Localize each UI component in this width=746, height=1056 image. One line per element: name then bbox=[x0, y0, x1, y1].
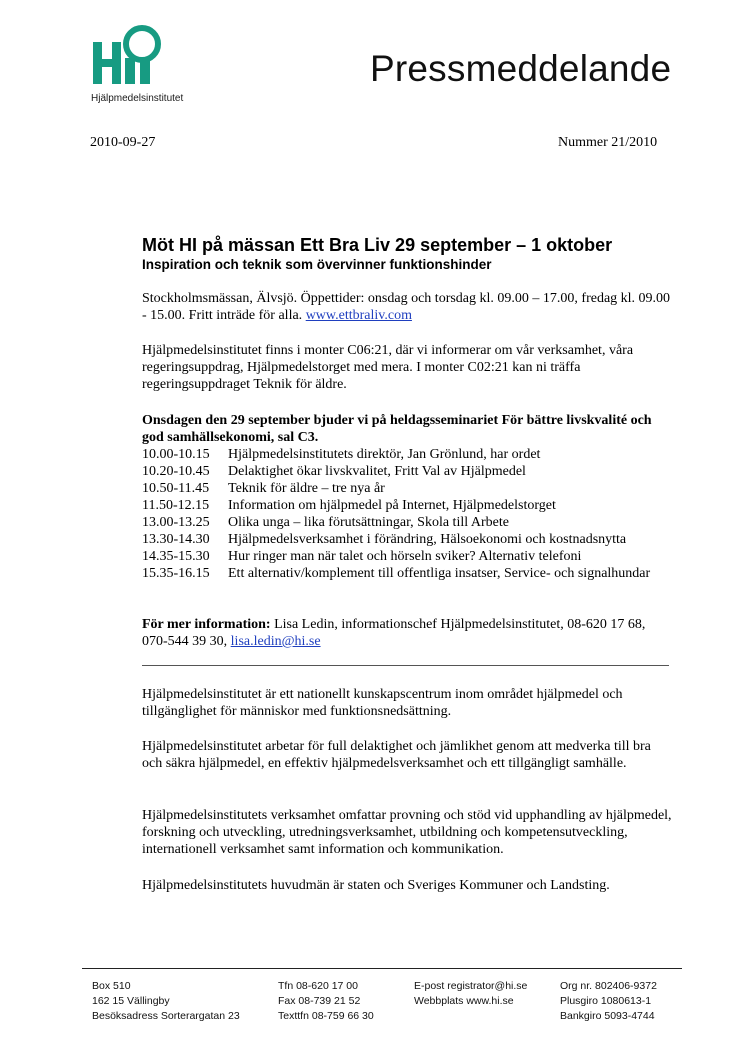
schedule-row bbox=[142, 565, 672, 582]
footer-divider bbox=[82, 968, 682, 969]
press-number: Nummer 21/2010 bbox=[558, 135, 658, 150]
footer-line: Box 510 bbox=[92, 980, 131, 992]
schedule-time: 15.35-16.15 bbox=[142, 566, 210, 581]
schedule-item: Hjälpmedelsinstitutets direktör, Jan Grönlund, har ordet bbox=[228, 447, 541, 462]
schedule-row bbox=[142, 531, 672, 548]
footer-line: Besöksadress Sorterargatan 23 bbox=[92, 1010, 240, 1022]
intro-paragraph bbox=[142, 290, 672, 324]
contact-email-link[interactable]: lisa.ledin@hi.se bbox=[230, 634, 321, 649]
schedule-row bbox=[142, 480, 672, 497]
footer-address bbox=[92, 979, 240, 1024]
footer-phone bbox=[278, 979, 374, 1024]
schedule-time: 10.50-11.45 bbox=[142, 481, 210, 496]
more-info-label: För mer information: bbox=[142, 617, 271, 632]
footer-web bbox=[414, 979, 527, 1009]
press-date: 2010-09-27 bbox=[90, 135, 156, 150]
schedule-item: Hjälpmedelsverksamhet i förändring, Hälsoekonomi och kostnadsnytta bbox=[228, 532, 627, 547]
schedule-item: Hur ringer man när talet och hörseln sviker? Alternativ telefoni bbox=[228, 549, 582, 564]
footer-line: Org nr. 802406-9372 bbox=[560, 980, 657, 992]
schedule-row bbox=[142, 497, 672, 514]
subheadline: Inspiration och teknik som övervinner funktionshinder bbox=[142, 257, 492, 272]
schedule-item: Olika unga – lika förutsättningar, Skola till Arbete bbox=[228, 515, 509, 530]
booth-paragraph: Hjälpmedelsinstitutet finns i monter C06:21, där vi informerar om vår verksamhet, våra regeringsuppdrag, Hjälpmedelstorget med mera. I monter C02:21 kan ni träffa regeringsuppdraget Teknik för äldre. bbox=[142, 343, 634, 392]
schedule-row bbox=[142, 548, 672, 565]
footer-line: Bankgiro 5093-4744 bbox=[560, 1010, 655, 1022]
schedule-time: 14.35-15.30 bbox=[142, 549, 210, 564]
footer-line: 162 15 Vällingby bbox=[92, 995, 170, 1007]
section-divider bbox=[142, 665, 669, 666]
activities-paragraph: Hjälpmedelsinstitutets verksamhet omfattar provning och stöd vid upphandling av hjälpmedel, forskning och utveckling, utredningsverksamhet, utbildning och kompetensutveckling, internationell verksamhet samt information och kommunikation. bbox=[142, 808, 672, 857]
more-info-text: Lisa Ledin, informationschef Hjälpmedelsinstitutet, 08-620 17 68, 070-544 39 30, bbox=[142, 617, 646, 649]
schedule-item: Information om hjälpmedel på Internet, Hjälpmedelstorget bbox=[228, 498, 556, 513]
schedule-item: Teknik för äldre – tre nya år bbox=[228, 481, 385, 496]
footer-banking bbox=[560, 979, 657, 1024]
about-paragraph: Hjälpmedelsinstitutet är ett nationellt kunskapscentrum inom området hjälpmedel och tillgänglighet för människor med funktionsnedsättning. bbox=[142, 687, 623, 719]
schedule-row bbox=[142, 446, 672, 463]
schedule-time: 10.20-10.45 bbox=[142, 464, 210, 479]
schedule-row bbox=[142, 463, 672, 480]
event-website-link[interactable]: www.ettbraliv.com bbox=[305, 308, 412, 323]
footer-line: E-post registrator@hi.se bbox=[414, 980, 528, 992]
footer-line: Tfn 08-620 17 00 bbox=[278, 980, 358, 992]
schedule-time: 11.50-12.15 bbox=[142, 498, 210, 513]
footer-line: Texttfn 08-759 66 30 bbox=[278, 1010, 374, 1022]
seminar-intro: Onsdagen den 29 september bjuder vi på heldagsseminariet För bättre livskvalité och god samhällsekonomi, sal C3. bbox=[142, 413, 652, 445]
schedule-time: 10.00-10.15 bbox=[142, 447, 210, 462]
document-type-title: Pressmeddelande bbox=[370, 48, 672, 89]
schedule-time: 13.00-13.25 bbox=[142, 515, 210, 530]
schedule-time: 13.30-14.30 bbox=[142, 532, 210, 547]
footer-line: Fax 08-739 21 52 bbox=[278, 995, 361, 1007]
seminar-schedule bbox=[142, 446, 672, 582]
mission-paragraph: Hjälpmedelsinstitutet arbetar för full delaktighet och jämlikhet genom att medverka till bra och säkra hjälpmedel, en effektiv hjälpmedelsverksamhet och ett tillgängligt samhälle. bbox=[142, 739, 651, 771]
more-info-paragraph bbox=[142, 616, 672, 650]
footer-line: Plusgiro 1080613-1 bbox=[560, 995, 652, 1007]
principals-paragraph: Hjälpmedelsinstitutets huvudmän är staten och Sveriges Kommuner och Landsting. bbox=[142, 878, 610, 893]
headline: Möt HI på mässan Ett Bra Liv 29 september – 1 oktober bbox=[142, 235, 613, 255]
intro-text: Stockholmsmässan, Älvsjö. Öppettider: onsdag och torsdag kl. 09.00 – 17.00, fredag kl. 09.00 - 15.00. Fritt inträde för alla. bbox=[142, 291, 671, 323]
schedule-row bbox=[142, 514, 672, 531]
footer-line: Webbplats www.hi.se bbox=[414, 995, 514, 1007]
schedule-item: Delaktighet ökar livskvalitet, Fritt Val av Hjälpmedel bbox=[228, 464, 526, 479]
schedule-item: Ett alternativ/komplement till offentliga insatser, Service- och signalhundar bbox=[228, 566, 651, 581]
logo-caption: Hjälpmedelsinstitutet bbox=[91, 93, 184, 104]
